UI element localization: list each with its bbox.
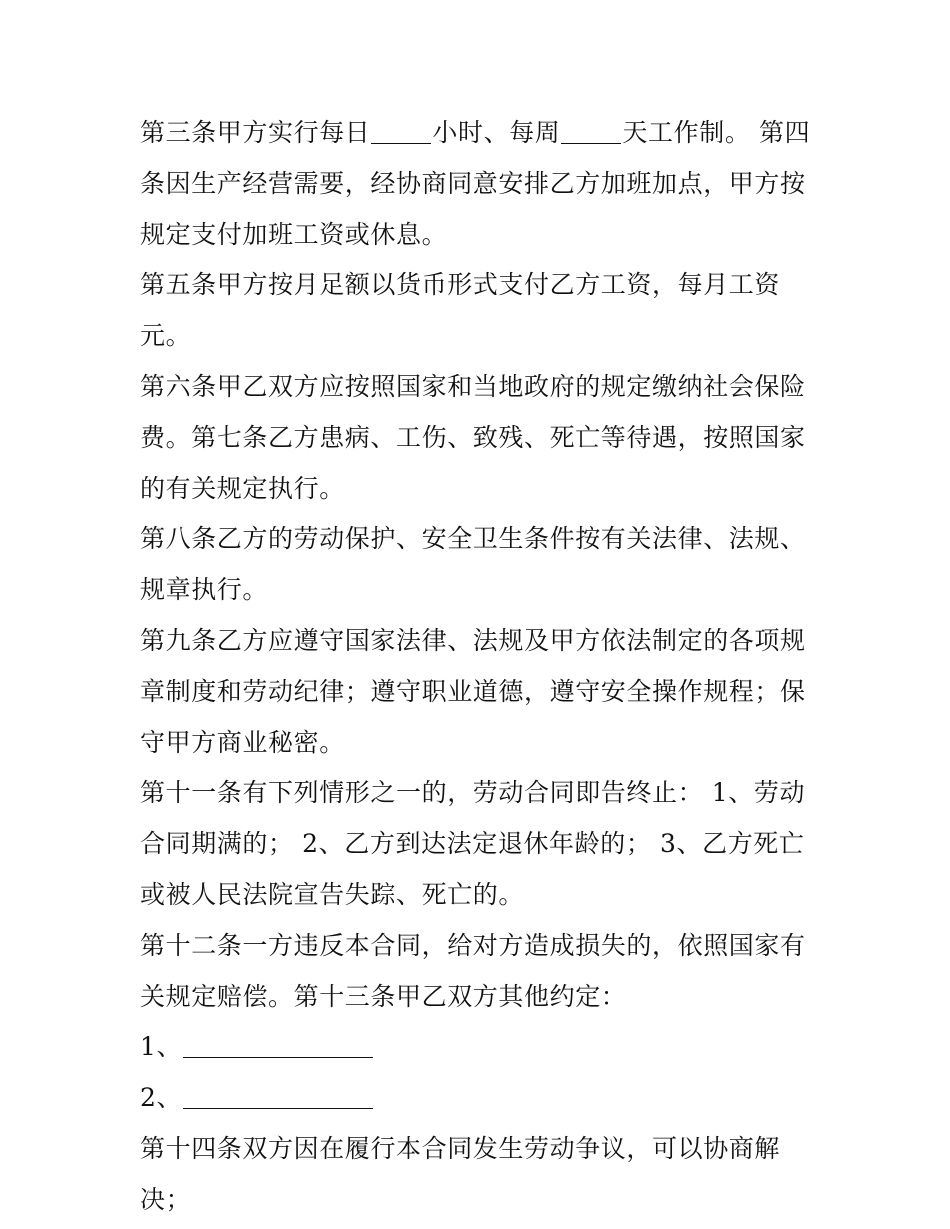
item-1-blank (183, 1031, 373, 1058)
contract-body (140, 108, 820, 1226)
article-3-text-start: 第三条甲方实行每日 (140, 118, 371, 147)
weekly-days-blank (561, 117, 621, 144)
item-2-blank (183, 1082, 373, 1109)
daily-hours-blank (371, 117, 431, 144)
item-1-label: 1、 (140, 1032, 183, 1062)
article-14-paragraph: 第十四条双方因在履行本合同发生劳动争议，可以协商解决； (140, 1133, 781, 1214)
article-5-paragraph: 第五条甲方按月足额以货币形式支付乙方工资，每月工资元。 (140, 270, 781, 351)
article-6-7-paragraph: 第六条甲乙双方应按照国家和当地政府的规定缴纳社会保险费。第七条乙方患病、工伤、致残、死亡等待遇，按照国家的有关规定执行。 (140, 371, 806, 503)
article-11-paragraph: 第十一条有下列情形之一的，劳动合同即告终止： 1、劳动合同期满的； 2、乙方到达法定退休年龄的； 3、乙方死亡或被人民法院宣告失踪、死亡的。 (140, 778, 806, 909)
article-12-13-paragraph: 第十二条一方违反本合同，给对方造成损失的，依照国家有关规定赔偿。第十三条甲乙双方其他约定： (140, 930, 806, 1011)
article-3-4-paragraph (140, 108, 820, 260)
other-agreement-item-2 (140, 1073, 820, 1124)
item-2-label: 2、 (140, 1083, 183, 1113)
article-3-text-middle: 小时、每周 (432, 118, 561, 147)
article-3-4-text-end: 天工作制。 第四条因生产经营需要，经协商同意安排乙方加班加点，甲方按规定支付加班工资或休息。 (140, 118, 811, 249)
article-9-paragraph: 第九条乙方应遵守国家法律、法规及甲方依法制定的各项规章制度和劳动纪律；遵守职业道德，遵守安全操作规程；保守甲方商业秘密。 (140, 625, 806, 757)
article-8-paragraph: 第八条乙方的劳动保护、安全卫生条件按有关法律、法规、规章执行。 (140, 524, 806, 605)
other-agreement-item-1 (140, 1022, 820, 1073)
